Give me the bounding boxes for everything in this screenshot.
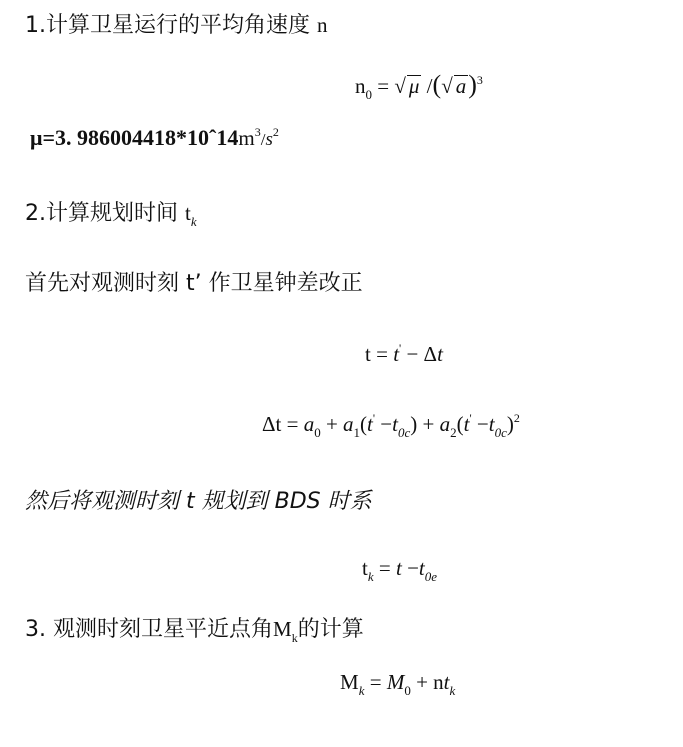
section-1-heading (25, 8, 328, 39)
equation-time-from-epoch: $t_k = t -t_{0e}$ (362, 556, 438, 584)
section-1-title: 计算卫星运行的平均角速度 (46, 13, 311, 38)
equation-mean-motion: $n_0$ = √ μ /(√ a)$^3$ (355, 70, 483, 102)
mu-constant: μ=3. $986004418*10ˆ14m^3/s^2$ (30, 125, 279, 150)
section-3-heading: 3. 观测时刻卫星平近点角$M_k$的计算 (25, 617, 364, 645)
equation-clock-polynomial: $\Delta t = a_0 + a_1(t' -t_{0c}) + a_2(t' -t_{0c})^2$ (262, 411, 520, 440)
section-2-heading: 2.计算规划时间 $t_k$ (25, 201, 197, 229)
section-1-variable: n (317, 13, 328, 37)
section-1-number: 1. (25, 13, 46, 38)
equation-clock-correction: t = t' − Δt (365, 341, 443, 366)
clock-correction-text: 首先对观测时刻 t’ 作卫星钟差改正 (25, 271, 363, 296)
bds-time-note: 然后将观测时刻 t 规划到 BDS 时系 (25, 489, 372, 514)
equation-mean-anomaly: $M_k = M_0 + nt_k$ (340, 670, 456, 698)
eq1-lhs: $n_0$ (355, 74, 372, 102)
